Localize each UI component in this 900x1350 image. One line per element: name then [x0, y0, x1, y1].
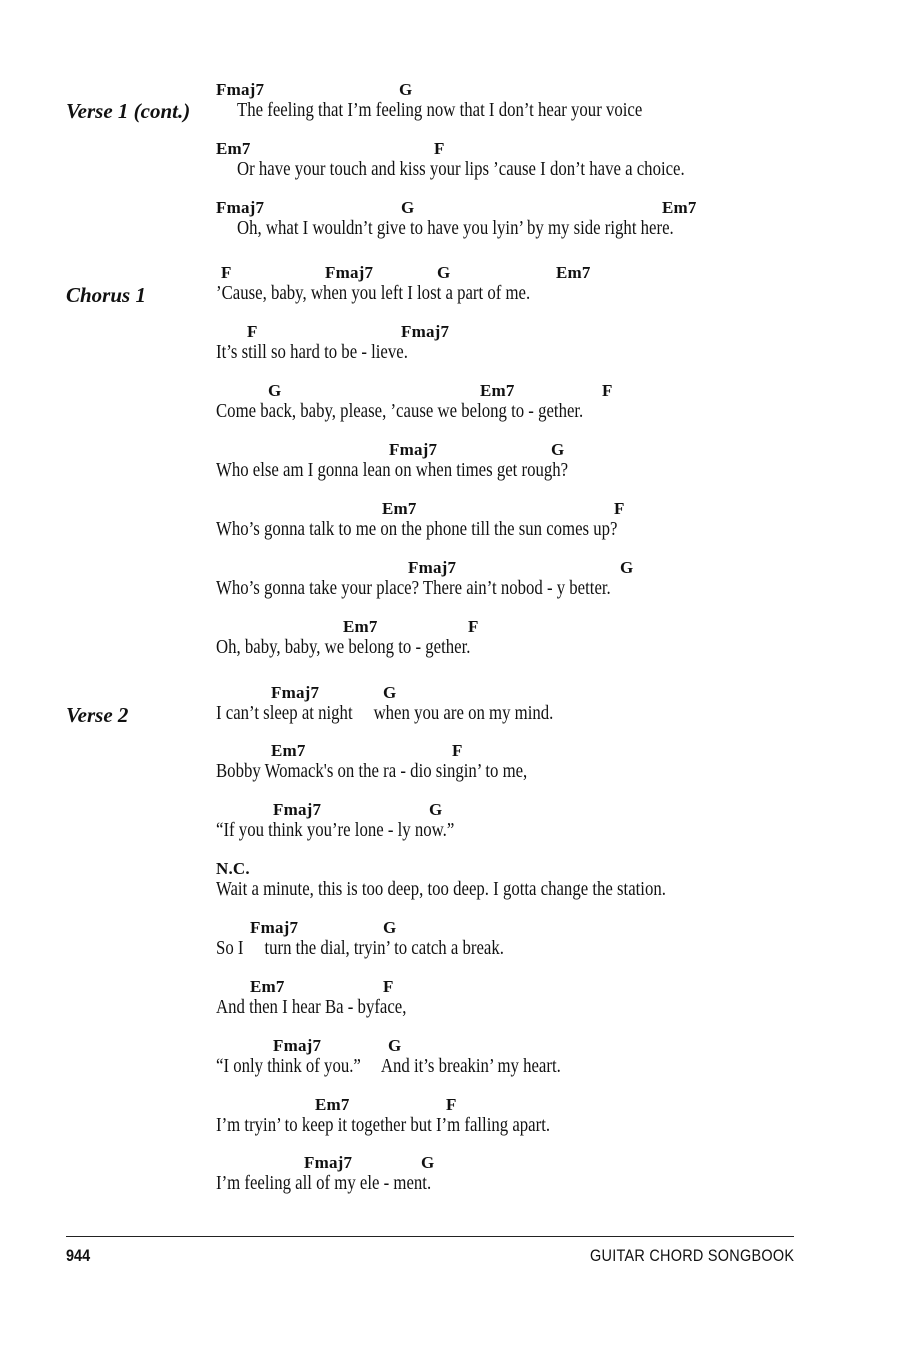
chord: G — [268, 381, 282, 400]
chord: G — [383, 918, 397, 937]
lyric-line: Wait a minute, this is too deep, too deep. I gotta change the station. — [216, 879, 666, 900]
footer-divider — [66, 1236, 794, 1237]
chord: G — [401, 198, 415, 217]
chord: Fmaj7 — [325, 263, 374, 282]
chord: F — [383, 977, 394, 996]
lyric-line: Oh, baby, baby, we belong to - gether. — [216, 637, 471, 658]
chord: N.C. — [216, 859, 250, 878]
chord: F — [247, 322, 258, 341]
chord: Em7 — [662, 198, 697, 217]
song-line — [0, 617, 900, 658]
chord: G — [399, 80, 413, 99]
section-label-verse-1: Verse 1 (cont.) — [66, 99, 191, 123]
book-title: GUITAR CHORD SONGBOOK — [589, 1246, 794, 1265]
chord: Fmaj7 — [216, 80, 265, 99]
song-line — [0, 741, 900, 782]
chord: G — [620, 558, 634, 577]
chord: Fmaj7 — [271, 683, 320, 702]
chord: F — [452, 741, 463, 760]
chord: F — [468, 617, 479, 636]
chord: Fmaj7 — [216, 198, 265, 217]
chord: F — [221, 263, 232, 282]
chord: G — [383, 683, 397, 702]
chord: Fmaj7 — [304, 1153, 353, 1172]
chord: Em7 — [250, 977, 285, 996]
lyric-line: Who else am I gonna lean on when times get rough? — [216, 460, 569, 481]
song-line — [0, 1036, 900, 1077]
song-line — [0, 977, 900, 1018]
song-line — [0, 800, 900, 841]
lyric-line: Bobby Womack's on the ra - dio singin’ to me, — [216, 761, 528, 782]
chord: F — [614, 499, 625, 518]
lyric-line: It’s still so hard to be - lieve. — [216, 342, 408, 363]
chord: Em7 — [556, 263, 591, 282]
chord: Em7 — [480, 381, 515, 400]
lyric-line: Who’s gonna talk to me on the phone till the sun comes up? — [216, 519, 618, 540]
song-line — [0, 139, 900, 180]
chord: F — [602, 381, 613, 400]
lyric-line: Or have your touch and kiss your lips ’cause I don’t have a choice. — [237, 159, 685, 180]
chord: Fmaj7 — [273, 800, 322, 819]
chord: G — [551, 440, 565, 459]
lyric-line: So I turn the dial, tryin’ to catch a break. — [216, 938, 504, 959]
lyric-line: Oh, what I wouldn’t give to have you lyin’ by my side right here. — [237, 218, 674, 239]
chord: Em7 — [315, 1095, 350, 1114]
song-line — [0, 1095, 900, 1136]
chord: F — [434, 139, 445, 158]
chord: G — [388, 1036, 402, 1055]
chord: Fmaj7 — [250, 918, 299, 937]
lyric-line: “If you think you’re lone - ly now.” — [216, 820, 455, 841]
lyric-line: And then I hear Ba - byface, — [216, 997, 407, 1018]
lyric-line: Who’s gonna take your place? There ain’t nobod - y better. — [216, 578, 611, 599]
song-line — [0, 859, 900, 900]
chord: Em7 — [343, 617, 378, 636]
chord: G — [421, 1153, 435, 1172]
song-line — [0, 918, 900, 959]
lyric-line: “I only think of you.” And it’s breakin’ my heart. — [216, 1056, 561, 1077]
chord: Fmaj7 — [389, 440, 438, 459]
lyric-line: Come back, baby, please, ’cause we belong to - gether. — [216, 401, 584, 422]
chord: G — [429, 800, 443, 819]
chord: F — [446, 1095, 457, 1114]
section-label-verse-2: Verse 2 — [66, 703, 129, 727]
lyric-line: I’m feeling all of my ele - ment. — [216, 1173, 432, 1194]
page-number: 944 — [66, 1246, 91, 1265]
song-line — [0, 1153, 900, 1194]
chord: Em7 — [216, 139, 251, 158]
chord: Fmaj7 — [273, 1036, 322, 1055]
lyric-line: The feeling that I’m feeling now that I don’t hear your voice — [237, 100, 643, 121]
chord: Em7 — [271, 741, 306, 760]
chord: G — [437, 263, 451, 282]
chord: Em7 — [382, 499, 417, 518]
song-line — [0, 381, 900, 422]
lyric-line: I can’t sleep at night when you are on my mind. — [216, 703, 554, 724]
song-line — [0, 322, 900, 363]
chord: Fmaj7 — [408, 558, 457, 577]
lyric-line: ’Cause, baby, when you left I lost a part of me. — [216, 283, 531, 304]
song-line — [0, 198, 900, 239]
lyric-line: I’m tryin’ to keep it together but I’m falling apart. — [216, 1115, 551, 1136]
song-line — [0, 499, 900, 540]
song-line — [0, 558, 900, 599]
song-line — [0, 440, 900, 481]
section-label-chorus-1: Chorus 1 — [66, 283, 146, 307]
chord: Fmaj7 — [401, 322, 450, 341]
